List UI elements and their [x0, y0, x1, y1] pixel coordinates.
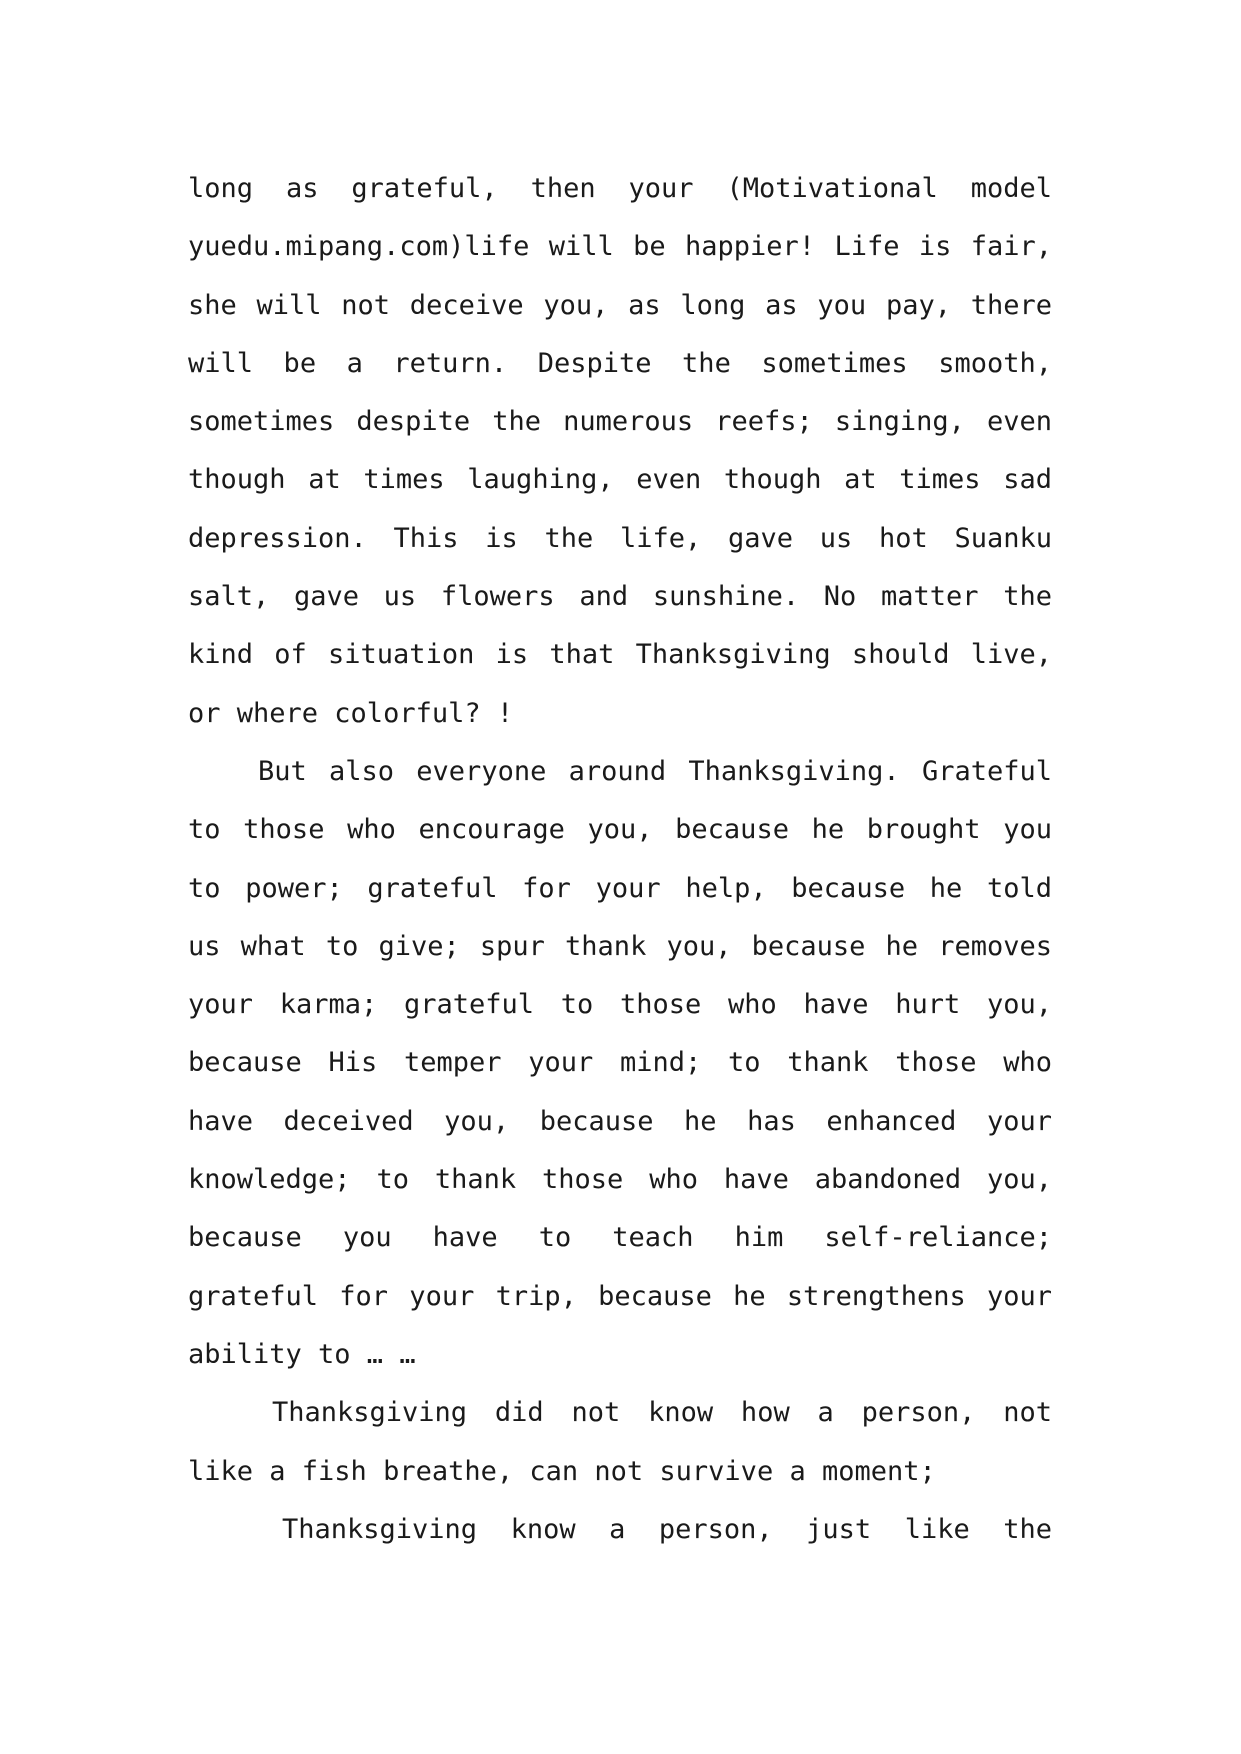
text-line: Thanksgiving know a person, just like the	[282, 1513, 1052, 1545]
text-line: she will not deceive you, as long as you pay, there	[188, 289, 1052, 321]
text-line: yuedu.mipang.com)life will be happier! Life is fair,	[188, 231, 1052, 263]
body-text	[188, 160, 1052, 1559]
text-line: because you have to teach him self-reliance;	[188, 1222, 1052, 1254]
text-line: to power; grateful for your help, because he told	[188, 872, 1052, 904]
text-line: knowledge; to thank those who have abandoned you,	[188, 1164, 1052, 1196]
text-line: kind of situation is that Thanksgiving should live,	[188, 639, 1052, 671]
text-line: long as grateful, then your (Motivational model	[188, 173, 1052, 204]
text-line: grateful for your trip, because he strengthens your	[188, 1280, 1052, 1312]
text-line: depression. This is the life, gave us hot Suanku	[188, 522, 1052, 554]
text-line: to those who encourage you, because he brought you	[188, 814, 1052, 846]
text-line: because His temper your mind; to thank those who	[188, 1047, 1052, 1079]
text-line: your karma; grateful to those who have hurt you,	[188, 989, 1052, 1021]
text-line: like a fish breathe, can not survive a moment;	[188, 1455, 936, 1487]
text-line: us what to give; spur thank you, because he removes	[188, 930, 1052, 962]
text-line: though at times laughing, even though at times sad	[188, 464, 1052, 496]
text-line: or where colorful? !	[188, 697, 514, 729]
text-line: But also everyone around Thanksgiving. Grateful	[258, 755, 1052, 787]
text-line: sometimes despite the numerous reefs; singing, even	[188, 406, 1052, 438]
text-line: Thanksgiving did not know how a person, not	[272, 1397, 1052, 1429]
text-line: will be a return. Despite the sometimes smooth,	[188, 347, 1052, 379]
text-line: have deceived you, because he has enhanced your	[188, 1105, 1052, 1137]
text-line: ability to … …	[188, 1338, 416, 1370]
text-line: salt, gave us flowers and sunshine. No matter the	[188, 581, 1052, 613]
